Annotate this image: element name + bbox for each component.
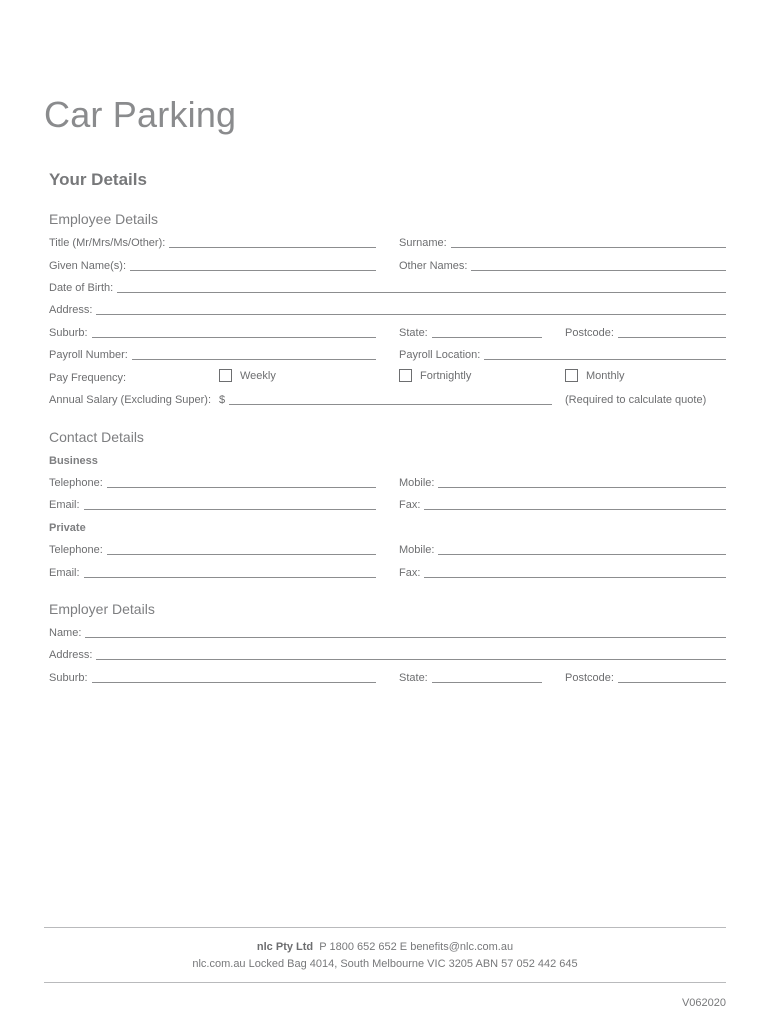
other-names-input-line[interactable] <box>471 258 726 271</box>
business-fax-input-line[interactable] <box>424 497 726 510</box>
employer-details-heading: Employer Details <box>49 601 155 617</box>
business-email-label: Email: <box>49 499 80 511</box>
private-telephone-label: Telephone: <box>49 544 103 556</box>
business-telephone-label: Telephone: <box>49 477 103 489</box>
employee-details-heading: Employee Details <box>49 211 158 227</box>
payroll-location-label: Payroll Location: <box>399 349 481 361</box>
employer-postcode-input-line[interactable] <box>618 670 726 683</box>
annual-salary-field[interactable] <box>49 391 552 407</box>
footer-company: nlc Pty Ltd <box>256 941 314 953</box>
currency-symbol: $ <box>219 394 226 406</box>
employer-address-label: Address: <box>49 649 93 661</box>
address-input-line[interactable] <box>96 302 726 315</box>
contact-details-heading: Contact Details <box>49 429 144 445</box>
private-mobile-field[interactable] <box>399 541 726 557</box>
suburb-input-line[interactable] <box>92 325 376 338</box>
weekly-checkbox[interactable] <box>219 369 232 382</box>
date-of-birth-field[interactable] <box>49 279 726 295</box>
surname-label: Surname: <box>399 237 447 249</box>
salary-note: (Required to calculate quote) <box>565 394 707 406</box>
private-fax-input-line[interactable] <box>424 565 726 578</box>
employer-name-input-line[interactable] <box>85 625 726 638</box>
state-input-line[interactable] <box>432 325 542 338</box>
version-code: V062020 <box>681 997 726 1009</box>
date-of-birth-input-line[interactable] <box>117 280 726 293</box>
employer-address-input-line[interactable] <box>96 647 726 660</box>
footer-line-2: nlc.com.au Locked Bag 4014, South Melbourne VIC 3205 ABN 57 052 442 645 <box>192 958 578 970</box>
private-fax-label: Fax: <box>399 567 421 579</box>
business-mobile-field[interactable] <box>399 474 726 490</box>
employer-state-label: State: <box>399 672 428 684</box>
footer-bottom-divider <box>44 982 726 983</box>
payroll-location-field[interactable] <box>399 346 726 362</box>
given-name-field[interactable] <box>49 257 376 273</box>
other-names-field[interactable] <box>399 257 726 273</box>
private-subheading: Private <box>49 522 86 534</box>
payroll-number-label: Payroll Number: <box>49 349 128 361</box>
payroll-location-input-line[interactable] <box>484 347 726 360</box>
annual-salary-label: Annual Salary (Excluding Super): <box>49 394 212 406</box>
fortnightly-checkbox[interactable] <box>399 369 412 382</box>
business-mobile-input-line[interactable] <box>438 475 726 488</box>
postcode-input-line[interactable] <box>618 325 726 338</box>
private-mobile-label: Mobile: <box>399 544 435 556</box>
postcode-label: Postcode: <box>565 327 614 339</box>
employer-address-field[interactable] <box>49 646 726 662</box>
monthly-checkbox-option[interactable] <box>565 369 625 382</box>
employer-name-field[interactable] <box>49 624 726 640</box>
section-heading-your-details: Your Details <box>49 170 147 189</box>
business-fax-label: Fax: <box>399 499 421 511</box>
postcode-field[interactable] <box>565 324 726 340</box>
business-mobile-label: Mobile: <box>399 477 435 489</box>
footer-top-divider <box>44 927 726 928</box>
given-name-label: Given Name(s): <box>49 260 127 272</box>
weekly-label: Weekly <box>240 369 276 382</box>
suburb-field[interactable] <box>49 324 376 340</box>
given-name-input-line[interactable] <box>130 258 376 271</box>
payroll-number-input-line[interactable] <box>132 347 376 360</box>
private-mobile-input-line[interactable] <box>438 542 726 555</box>
payroll-number-field[interactable] <box>49 346 376 362</box>
business-telephone-input-line[interactable] <box>107 475 376 488</box>
private-email-input-line[interactable] <box>84 565 376 578</box>
footer-line-1 <box>0 941 770 953</box>
title-label: Title (Mr/Mrs/Ms/Other): <box>49 237 166 249</box>
employer-state-input-line[interactable] <box>432 670 542 683</box>
title-input-line[interactable] <box>169 235 376 248</box>
monthly-label: Monthly <box>586 369 625 382</box>
private-telephone-field[interactable] <box>49 541 376 557</box>
state-label: State: <box>399 327 428 339</box>
employer-name-label: Name: <box>49 627 82 639</box>
pay-frequency-label: Pay Frequency: <box>49 372 127 384</box>
employer-state-field[interactable] <box>399 669 542 685</box>
fortnightly-checkbox-option[interactable] <box>399 369 471 382</box>
surname-field[interactable] <box>399 234 726 250</box>
other-names-label: Other Names: <box>399 260 468 272</box>
business-telephone-field[interactable] <box>49 474 376 490</box>
private-email-label: Email: <box>49 567 80 579</box>
private-telephone-input-line[interactable] <box>107 542 376 555</box>
employer-postcode-label: Postcode: <box>565 672 614 684</box>
business-fax-field[interactable] <box>399 496 726 512</box>
employer-suburb-label: Suburb: <box>49 672 88 684</box>
footer-contact: P 1800 652 652 E benefits@nlc.com.au <box>319 941 514 953</box>
employer-suburb-input-line[interactable] <box>92 670 376 683</box>
monthly-checkbox[interactable] <box>565 369 578 382</box>
page-title: Car Parking <box>44 94 237 135</box>
business-email-field[interactable] <box>49 496 376 512</box>
date-of-birth-label: Date of Birth: <box>49 282 114 294</box>
business-subheading: Business <box>49 455 98 467</box>
weekly-checkbox-option[interactable] <box>219 369 276 382</box>
private-email-field[interactable] <box>49 564 376 580</box>
suburb-label: Suburb: <box>49 327 88 339</box>
address-label: Address: <box>49 304 93 316</box>
employer-suburb-field[interactable] <box>49 669 376 685</box>
title-field[interactable] <box>49 234 376 250</box>
employer-postcode-field[interactable] <box>565 669 726 685</box>
surname-input-line[interactable] <box>451 235 726 248</box>
state-field[interactable] <box>399 324 542 340</box>
private-fax-field[interactable] <box>399 564 726 580</box>
fortnightly-label: Fortnightly <box>420 369 472 382</box>
business-email-input-line[interactable] <box>84 497 376 510</box>
address-field[interactable] <box>49 301 726 317</box>
annual-salary-input-line[interactable] <box>229 392 552 405</box>
